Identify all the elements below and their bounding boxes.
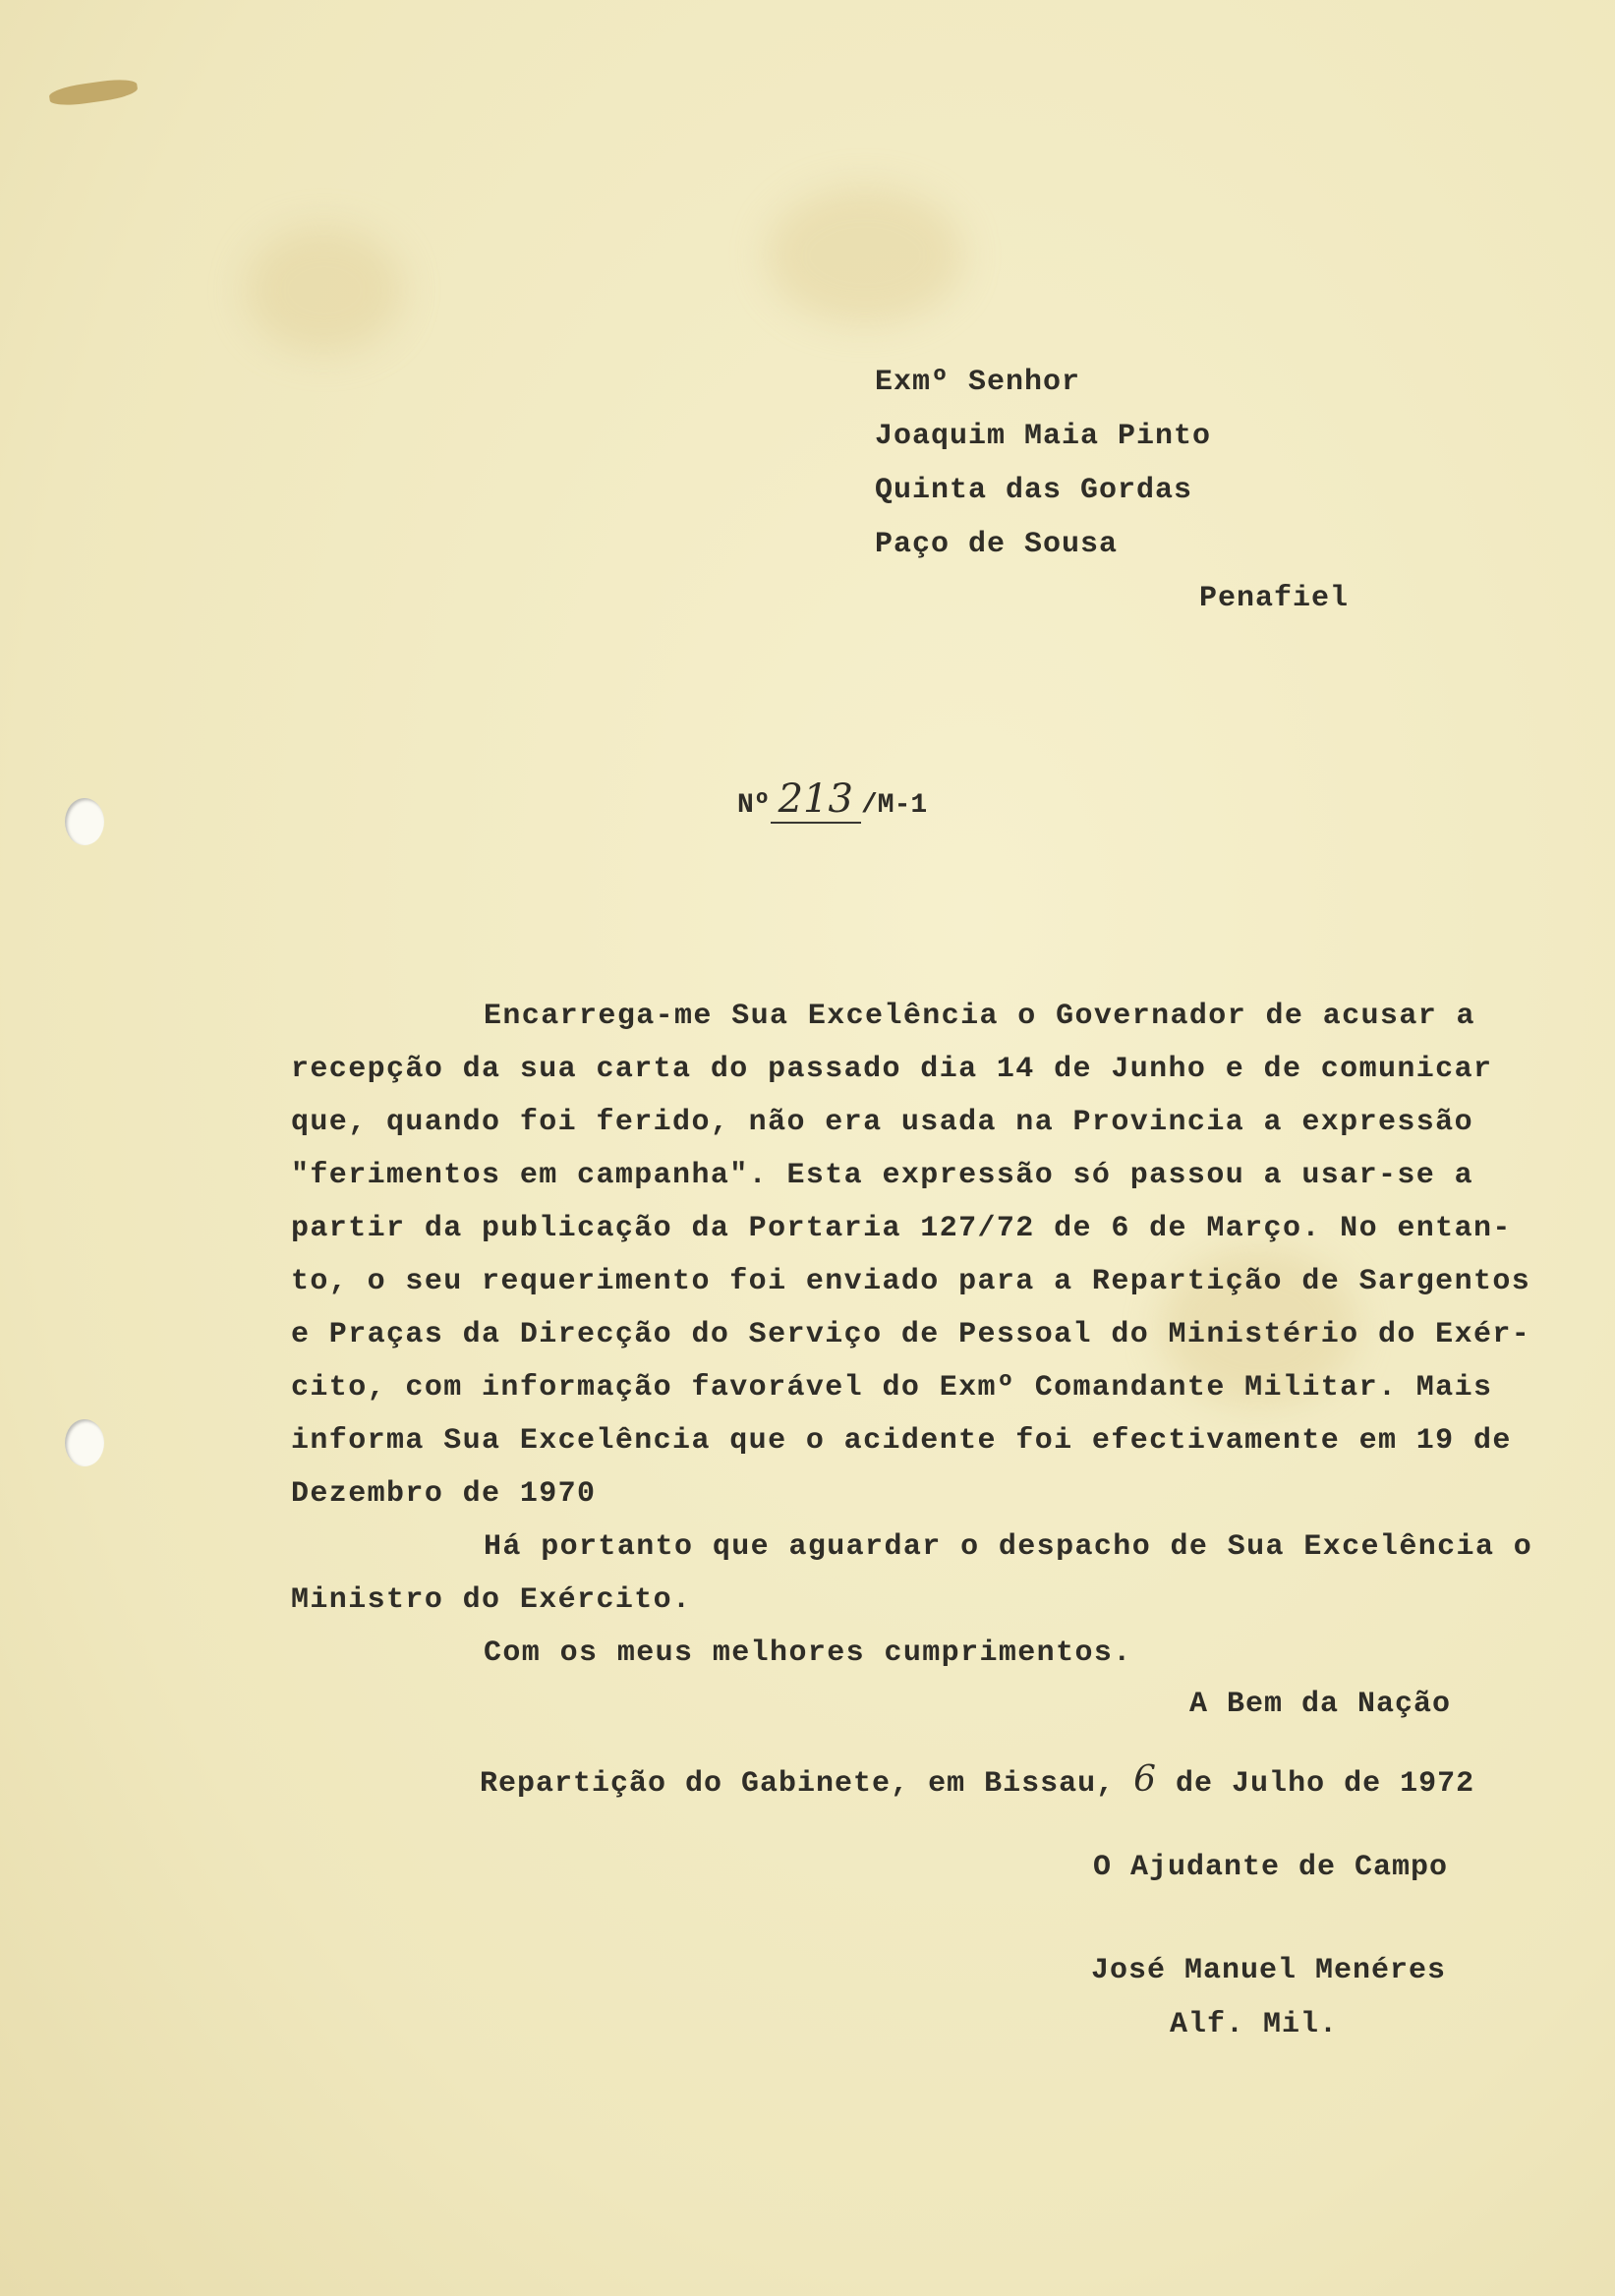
reference-suffix: /M-1 xyxy=(860,790,928,821)
reference-number xyxy=(737,776,927,822)
body-line: Dezembro de 1970 xyxy=(291,1477,597,1511)
address-line: Joaquim Maia Pinto xyxy=(875,420,1212,453)
closing-role: O Ajudante de Campo xyxy=(1093,1851,1449,1884)
address-line: Quinta das Gordas xyxy=(875,474,1193,507)
body-line: Há portanto que aguardar o despacho de Sua Excelência o xyxy=(484,1530,1533,1564)
closing-place-date xyxy=(480,1759,1474,1801)
body-line: Com os meus melhores cumprimentos. xyxy=(484,1636,1132,1670)
body-line: cito, com informação favorável do Exmº Comandante Militar. Mais xyxy=(291,1371,1493,1405)
address-city: Penafiel xyxy=(1199,582,1350,615)
body-line: partir da publicação da Portaria 127/72 de 6 de Março. No entan- xyxy=(291,1212,1512,1245)
closing-handwritten-day: 6 xyxy=(1133,1759,1158,1800)
paper-tear xyxy=(48,77,139,108)
body-line: informa Sua Excelência que o acidente foi efectivamente em 19 de xyxy=(291,1424,1512,1458)
address-line: Paço de Sousa xyxy=(875,528,1119,561)
punch-hole xyxy=(65,798,104,845)
body-line: recepção da sua carta do passado dia 14 de Junho e de comunicar xyxy=(291,1053,1493,1086)
address-line: Exmº Senhor xyxy=(875,366,1081,399)
body-line: Ministro do Exército. xyxy=(291,1583,692,1617)
closing-place-prefix: Repartição do Gabinete, em Bissau, xyxy=(480,1767,1116,1801)
paper-stain xyxy=(767,187,963,324)
reference-prefix: Nº xyxy=(737,790,771,821)
body-line: "ferimentos em campanha". Esta expressão só passou a usar-se a xyxy=(291,1159,1473,1192)
body-line: Encarrega-me Sua Excelência o Governador de acusar a xyxy=(484,1000,1475,1033)
punch-hole xyxy=(65,1419,104,1466)
body-line: to, o seu requerimento foi enviado para a Repartição de Sargentos xyxy=(291,1265,1531,1298)
paper-stain xyxy=(246,226,403,354)
closing-place-suffix: de Julho de 1972 xyxy=(1176,1767,1475,1801)
signatory-name: José Manuel Menéres xyxy=(1091,1954,1447,1987)
body-line: que, quando foi ferido, não era usada na Provincia a expressão xyxy=(291,1106,1473,1139)
signatory-rank: Alf. Mil. xyxy=(1170,2008,1339,2041)
closing-motto: A Bem da Nação xyxy=(1189,1688,1452,1721)
body-line: e Praças da Direcção do Serviço de Pessoal do Ministério do Exér- xyxy=(291,1318,1531,1351)
reference-handwritten-number: 213 xyxy=(771,776,861,824)
